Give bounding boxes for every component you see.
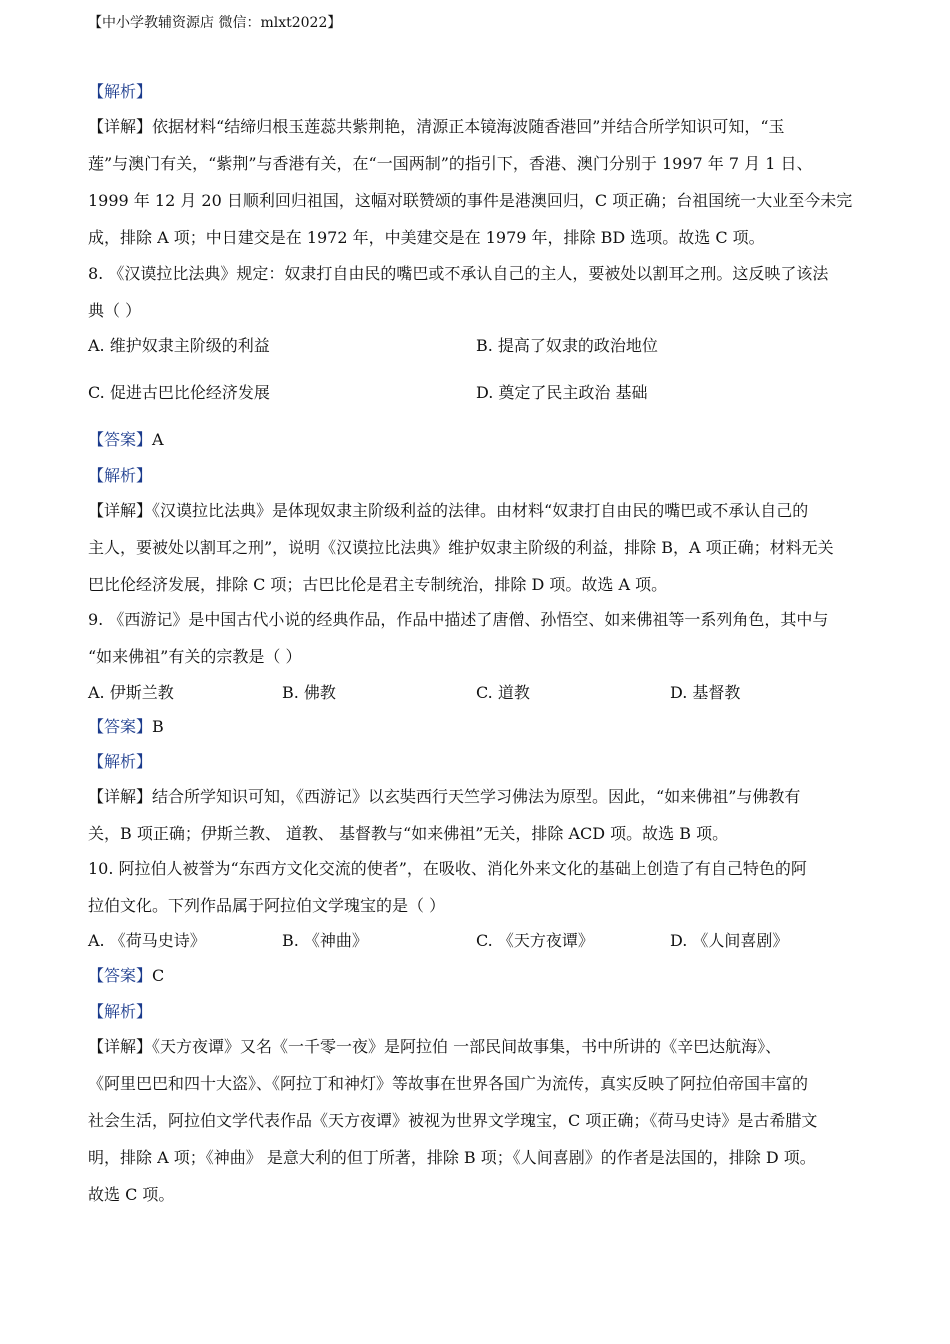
q8-analysis-tag: 【解析】 [88,466,153,485]
q10-answer-value: C [152,966,165,985]
q8-detail-text: 《汉谟拉比法典》是体现奴隶主阶级利益的法律。由材料“奴隶打自由民的嘴巴或不承认自己的 [152,501,809,520]
q10-detail-line-3: 社会生活，阿拉伯文学代表作品《天方夜谭》被视为世界文学瑰宝，C 项正确；《荷马史诗》是古希腊文 [88,1111,818,1130]
q9-answer-value: B [152,717,164,736]
q9-analysis-tag: 【解析】 [88,752,153,771]
q10-detail-tag: 【详解】 [88,1037,153,1056]
q10-option-c: C. 《天方夜谭》 [476,931,594,950]
q9-detail-text: 结合所学知识可知，《西游记》以玄奘西行天竺学习佛法为原型。因此，“如来佛祖”与佛教有 [152,787,801,806]
q7-detail-line-2: 莲”与澳门有关，“紫荆”与香港有关，在“一国两制”的指引下，香港、澳门分别于 1997 年 7 月 1 日、 [88,154,813,173]
q10-analysis-tag: 【解析】 [88,1002,153,1021]
q10-stem-line-1: 10. 阿拉伯人被誉为“东西方文化交流的使者”，在吸收、消化外来文化的基础上创造了有自己特色的阿 [88,859,807,878]
q9-answer-tag: 【答案】 [88,717,153,736]
q9-option-a: A. 伊斯兰教 [88,683,174,702]
q9-option-b: B. 佛教 [282,683,336,702]
q7-detail-line-3: 1999 年 12 月 20 日顺利回归祖国，这幅对联赞颂的事件是港澳回归，C 项正确；台祖国统一大业至今未完 [88,191,853,210]
q8-stem-line-1: 8. 《汉谟拉比法典》规定：奴隶打自由民的嘴巴或不承认自己的主人，要被处以割耳之刑。这反映了该法 [88,264,829,283]
q7-detail-line-4: 成，排除 A 项；中日建交是在 1972 年，中美建交是在 1979 年，排除 BD 选项。故选 C 项。 [88,228,765,247]
q7-detail-text: 依据材料“结缔归根玉莲蕊共紫荆艳，清源正本镜海波随香港回”并结合所学知识可知，“玉 [152,117,785,136]
q10-option-d: D. 《人间喜剧》 [670,931,789,950]
q10-detail-text: 《天方夜谭》又名《一千零一夜》是阿拉伯 一部民间故事集，书中所讲的《辛巴达航海》、 [152,1037,782,1056]
q10-answer [88,966,164,986]
q8-detail-line-2: 主人，要被处以割耳之刑”，说明《汉谟拉比法典》维护奴隶主阶级的利益，排除 B，A 项正确；材料无关 [88,538,834,557]
q10-option-a: A. 《荷马史诗》 [88,931,206,950]
q8-stem-line-2: 典（ ） [88,301,142,320]
q8-answer [88,430,164,450]
q10-detail-line-1 [88,1037,781,1057]
q9-stem-line-1: 9. 《西游记》是中国古代小说的经典作品，作品中描述了唐僧、孙悟空、如来佛祖等一系列角色，其中与 [88,610,829,629]
q9-answer [88,717,164,737]
page-header: 【中小学教辅资源店 微信：mlxt2022】 [88,15,342,31]
q8-option-d: D. 奠定了民主政治 基础 [476,383,648,402]
q9-detail-line-1 [88,787,800,807]
q8-answer-tag: 【答案】 [88,430,153,449]
q8-answer-value: A [152,430,164,449]
q10-stem-line-2: 拉伯文化。下列作品属于阿拉伯文学瑰宝的是（ ） [88,896,446,915]
q9-option-c: C. 道教 [476,683,530,702]
q8-option-b: B. 提高了奴隶的政治地位 [476,336,658,355]
q8-detail-line-3: 巴比伦经济发展，排除 C 项；古巴比伦是君主专制统治，排除 D 项。故选 A 项。 [88,575,668,594]
q7-analysis-tag: 【解析】 [88,82,153,101]
q7-detail-line-1 [88,117,785,137]
q9-stem-line-2: “如来佛祖”有关的宗教是（ ） [88,647,302,666]
q7-detail-tag: 【详解】 [88,117,153,136]
q8-detail-line-1 [88,501,808,521]
q9-option-d: D. 基督教 [670,683,741,702]
q10-detail-line-4: 明，排除 A 项；《神曲》 是意大利的但丁所著，排除 B 项；《人间喜剧》的作者是法国的，排除 D 项。 [88,1148,816,1167]
q8-option-c: C. 促进古巴比伦经济发展 [88,383,270,402]
q9-detail-tag: 【详解】 [88,787,153,806]
q10-detail-line-5: 故选 C 项。 [88,1185,175,1204]
q10-detail-line-2: 《阿里巴巴和四十大盗》、《阿拉丁和神灯》等故事在世界各国广为流传，真实反映了阿拉伯帝国丰富的 [88,1074,809,1093]
q10-answer-tag: 【答案】 [88,966,153,985]
q8-option-a: A. 维护奴隶主阶级的利益 [88,336,270,355]
q8-detail-tag: 【详解】 [88,501,153,520]
q10-option-b: B. 《神曲》 [282,931,368,950]
q9-detail-line-2: 关，B 项正确；伊斯兰教、 道教、 基督教与“如来佛祖”无关，排除 ACD 项。故选 B 项。 [88,824,729,843]
